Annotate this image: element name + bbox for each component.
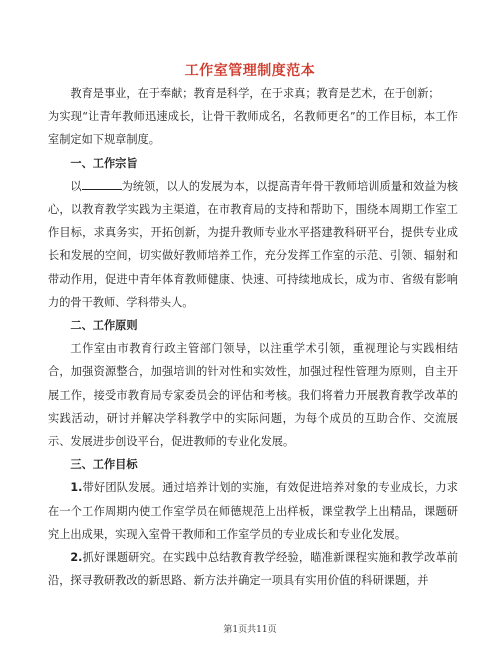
goal-item-1 bbox=[48, 476, 458, 546]
section-heading-principles: 二、工作原则 bbox=[70, 319, 138, 333]
goal-item-number: 2. bbox=[70, 551, 83, 565]
purpose-paragraph bbox=[48, 175, 458, 314]
document-body bbox=[48, 82, 458, 592]
goal-item-2 bbox=[48, 546, 458, 592]
goal-item-text: 带好团队发展。通过培养计划的实施，有效促进培养对象的专业成长，力求在一个工作周期内使工作室学员在师德规范上出样板，课堂教学上出精品，课题研究上出成果，实现入室骨干教师和工作室学员的专业成长和专业化发展。 bbox=[48, 481, 458, 541]
fill-in-blank bbox=[82, 178, 122, 190]
section-heading-goals: 三、工作目标 bbox=[70, 458, 138, 472]
goal-item-number: 1. bbox=[70, 481, 83, 495]
page-footer: 第1页共11页 bbox=[223, 625, 277, 635]
purpose-text-start: 以 bbox=[70, 179, 82, 193]
principles-paragraph: 工作室由市教育行政主管部门领导，以注重学术引领，重视理论与实践相结合，加强资源整合，加强培训的针对性和实效性，加强过程性管理为原则，自主开展工作，接受市教育局专家委员会的评估和考核。我们将着力开展教育教学改革的实践活动，研讨并解决学科教学中的实际问题，为每个成员的互助合作、交流展示、发展进步创设平台，促进教师的专业化发展。 bbox=[48, 342, 458, 449]
section-heading-purpose: 一、工作宗旨 bbox=[70, 156, 138, 170]
goal-item-text: 抓好课题研究。在实践中总结教育教学经验，瞄准新课程实施和教学改革前沿，探寻教研教改的新思路、新方法并确定一项具有实用价值的科研课题，并 bbox=[48, 551, 458, 588]
document-title: 工作室管理制度范本 bbox=[184, 63, 316, 79]
purpose-text-rest: 为统领，以人的发展为本，以提高青年骨干教师培训质量和效益为核心，以教育教学实践为主渠道，在市教育局的支持和帮助下，围绕本周期工作室工作目标，求真务实，开拓创新，为提升教师专业水平搭建教科研平台，提供专业成长和发展的空间，切实做好教师培养工作，充分发挥工作室的示范、引领、辐射和带动作用，促进中青年体育教师健康、快速、可持续地成长，成为市、省级有影响力的骨干教师、学科带头人。 bbox=[48, 179, 458, 309]
intro-paragraph-1: 教育是事业，在于奉献；教育是科学，在于求真；教育是艺术，在于创新； bbox=[70, 87, 440, 100]
intro-paragraph-2: 为实现“让青年教师迅速成长，让骨干教师成名，名教师更名”的工作目标，本工作室制定如下规章制度。 bbox=[48, 110, 458, 147]
